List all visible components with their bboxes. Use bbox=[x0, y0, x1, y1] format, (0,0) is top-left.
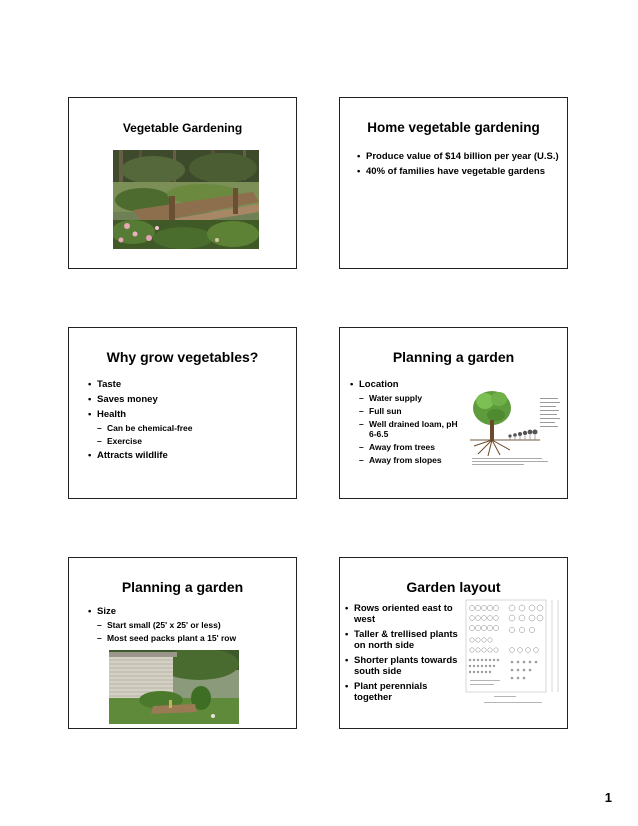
dash-icon: – bbox=[97, 633, 102, 643]
sub-bullet-text: Away from trees bbox=[369, 442, 435, 452]
bullet-item bbox=[345, 629, 460, 651]
sub-bullet-item bbox=[97, 620, 288, 630]
bullet-dot-icon: • bbox=[88, 394, 92, 405]
bullet-item bbox=[357, 151, 559, 162]
dash-icon: – bbox=[359, 419, 364, 429]
bullet-text: Taste bbox=[97, 379, 122, 390]
bullet-item bbox=[345, 681, 460, 703]
dash-icon: – bbox=[359, 442, 364, 452]
sub-bullet-text: Start small (25' x 25' or less) bbox=[107, 620, 221, 630]
bullet-text: Plant perennials together bbox=[354, 681, 428, 703]
sub-bullet-list bbox=[97, 620, 288, 643]
bullet-dot-icon: • bbox=[345, 655, 349, 666]
bullet-text: 40% of families have vegetable gardens bbox=[366, 166, 545, 177]
bullet-text: Shorter plants towards south side bbox=[354, 655, 458, 677]
sub-bullet-item bbox=[359, 419, 462, 439]
sub-bullet-item bbox=[97, 436, 288, 446]
bullet-dot-icon: • bbox=[345, 603, 349, 614]
dash-icon: – bbox=[97, 423, 102, 433]
bullet-list bbox=[350, 379, 462, 469]
sub-bullet-item bbox=[359, 393, 462, 403]
bullet-item bbox=[88, 606, 288, 643]
sub-bullet-list bbox=[97, 423, 288, 446]
bullet-list bbox=[88, 606, 288, 647]
slide-garden-layout bbox=[339, 557, 568, 729]
bullet-text: Taller & trellised plants on north side bbox=[354, 629, 458, 651]
slide-title: Planning a garden bbox=[121, 579, 244, 595]
sub-bullet-text: Most seed packs plant a 15' row bbox=[107, 633, 237, 643]
page-number: 1 bbox=[604, 790, 612, 805]
slide-title: Planning a garden bbox=[392, 349, 515, 365]
bullet-text: Size bbox=[97, 606, 117, 617]
slide-why-grow-vegetables bbox=[68, 327, 297, 499]
slide-title: Vegetable Gardening bbox=[122, 121, 243, 135]
sub-bullet-text: Exercise bbox=[107, 436, 142, 446]
sub-bullet-item bbox=[97, 633, 288, 643]
bullet-text: Produce value of $14 billion per year (U.S.) bbox=[366, 151, 559, 162]
slide-title: Why grow vegetables? bbox=[106, 349, 259, 365]
sub-bullet-text: Away from slopes bbox=[369, 455, 442, 465]
bullet-item bbox=[88, 409, 288, 446]
bullet-text: Rows oriented east to west bbox=[354, 603, 453, 625]
slide-planning-location bbox=[339, 327, 568, 499]
bullet-dot-icon: • bbox=[88, 450, 92, 461]
sub-bullet-text: Full sun bbox=[369, 406, 402, 416]
garden-layout-plan-diagram bbox=[464, 596, 564, 712]
bullet-item bbox=[350, 379, 462, 465]
sub-bullet-text: Well drained loam, pH 6-6.5 bbox=[369, 419, 458, 439]
bullet-list bbox=[357, 151, 559, 181]
dash-icon: – bbox=[97, 436, 102, 446]
sub-bullet-item bbox=[359, 406, 462, 416]
vegetable-garden-photo bbox=[113, 150, 259, 249]
slide-vegetable-gardening bbox=[68, 97, 297, 269]
bullet-text: Location bbox=[359, 379, 399, 390]
dash-icon: – bbox=[359, 455, 364, 465]
bullet-text: Health bbox=[97, 409, 127, 420]
sub-bullet-item bbox=[97, 423, 288, 433]
bullet-dot-icon: • bbox=[345, 629, 349, 640]
sub-bullet-text: Can be chemical-free bbox=[107, 423, 193, 433]
bullet-dot-icon: • bbox=[357, 166, 361, 177]
sub-bullet-text: Water supply bbox=[369, 393, 423, 403]
slide-title: Garden layout bbox=[406, 579, 501, 595]
bullet-text: Attracts wildlife bbox=[97, 450, 168, 461]
bullet-dot-icon: • bbox=[88, 606, 92, 617]
slide-title: Home vegetable gardening bbox=[367, 120, 540, 135]
bullet-dot-icon: • bbox=[345, 681, 349, 692]
slide-planning-size bbox=[68, 557, 297, 729]
dash-icon: – bbox=[359, 393, 364, 403]
sub-bullet-item bbox=[359, 455, 462, 465]
bullet-dot-icon: • bbox=[88, 409, 92, 420]
dash-icon: – bbox=[97, 620, 102, 630]
bullet-item bbox=[88, 379, 288, 390]
bullet-item bbox=[357, 166, 559, 177]
tree-roots-diagram bbox=[468, 384, 564, 468]
bullet-text: Saves money bbox=[97, 394, 158, 405]
dash-icon: – bbox=[359, 406, 364, 416]
bullet-dot-icon: • bbox=[350, 379, 354, 390]
bullet-item bbox=[88, 394, 288, 405]
bullet-item bbox=[345, 655, 460, 677]
backyard-garden-photo bbox=[109, 650, 239, 724]
sub-bullet-item bbox=[359, 442, 462, 452]
bullet-item bbox=[88, 450, 288, 461]
bullet-dot-icon: • bbox=[88, 379, 92, 390]
bullet-list bbox=[88, 379, 288, 465]
bullet-dot-icon: • bbox=[357, 151, 361, 162]
bullet-list bbox=[345, 603, 460, 707]
slide-home-vegetable-gardening bbox=[339, 97, 568, 269]
sub-bullet-list bbox=[359, 393, 462, 465]
bullet-item bbox=[345, 603, 460, 625]
